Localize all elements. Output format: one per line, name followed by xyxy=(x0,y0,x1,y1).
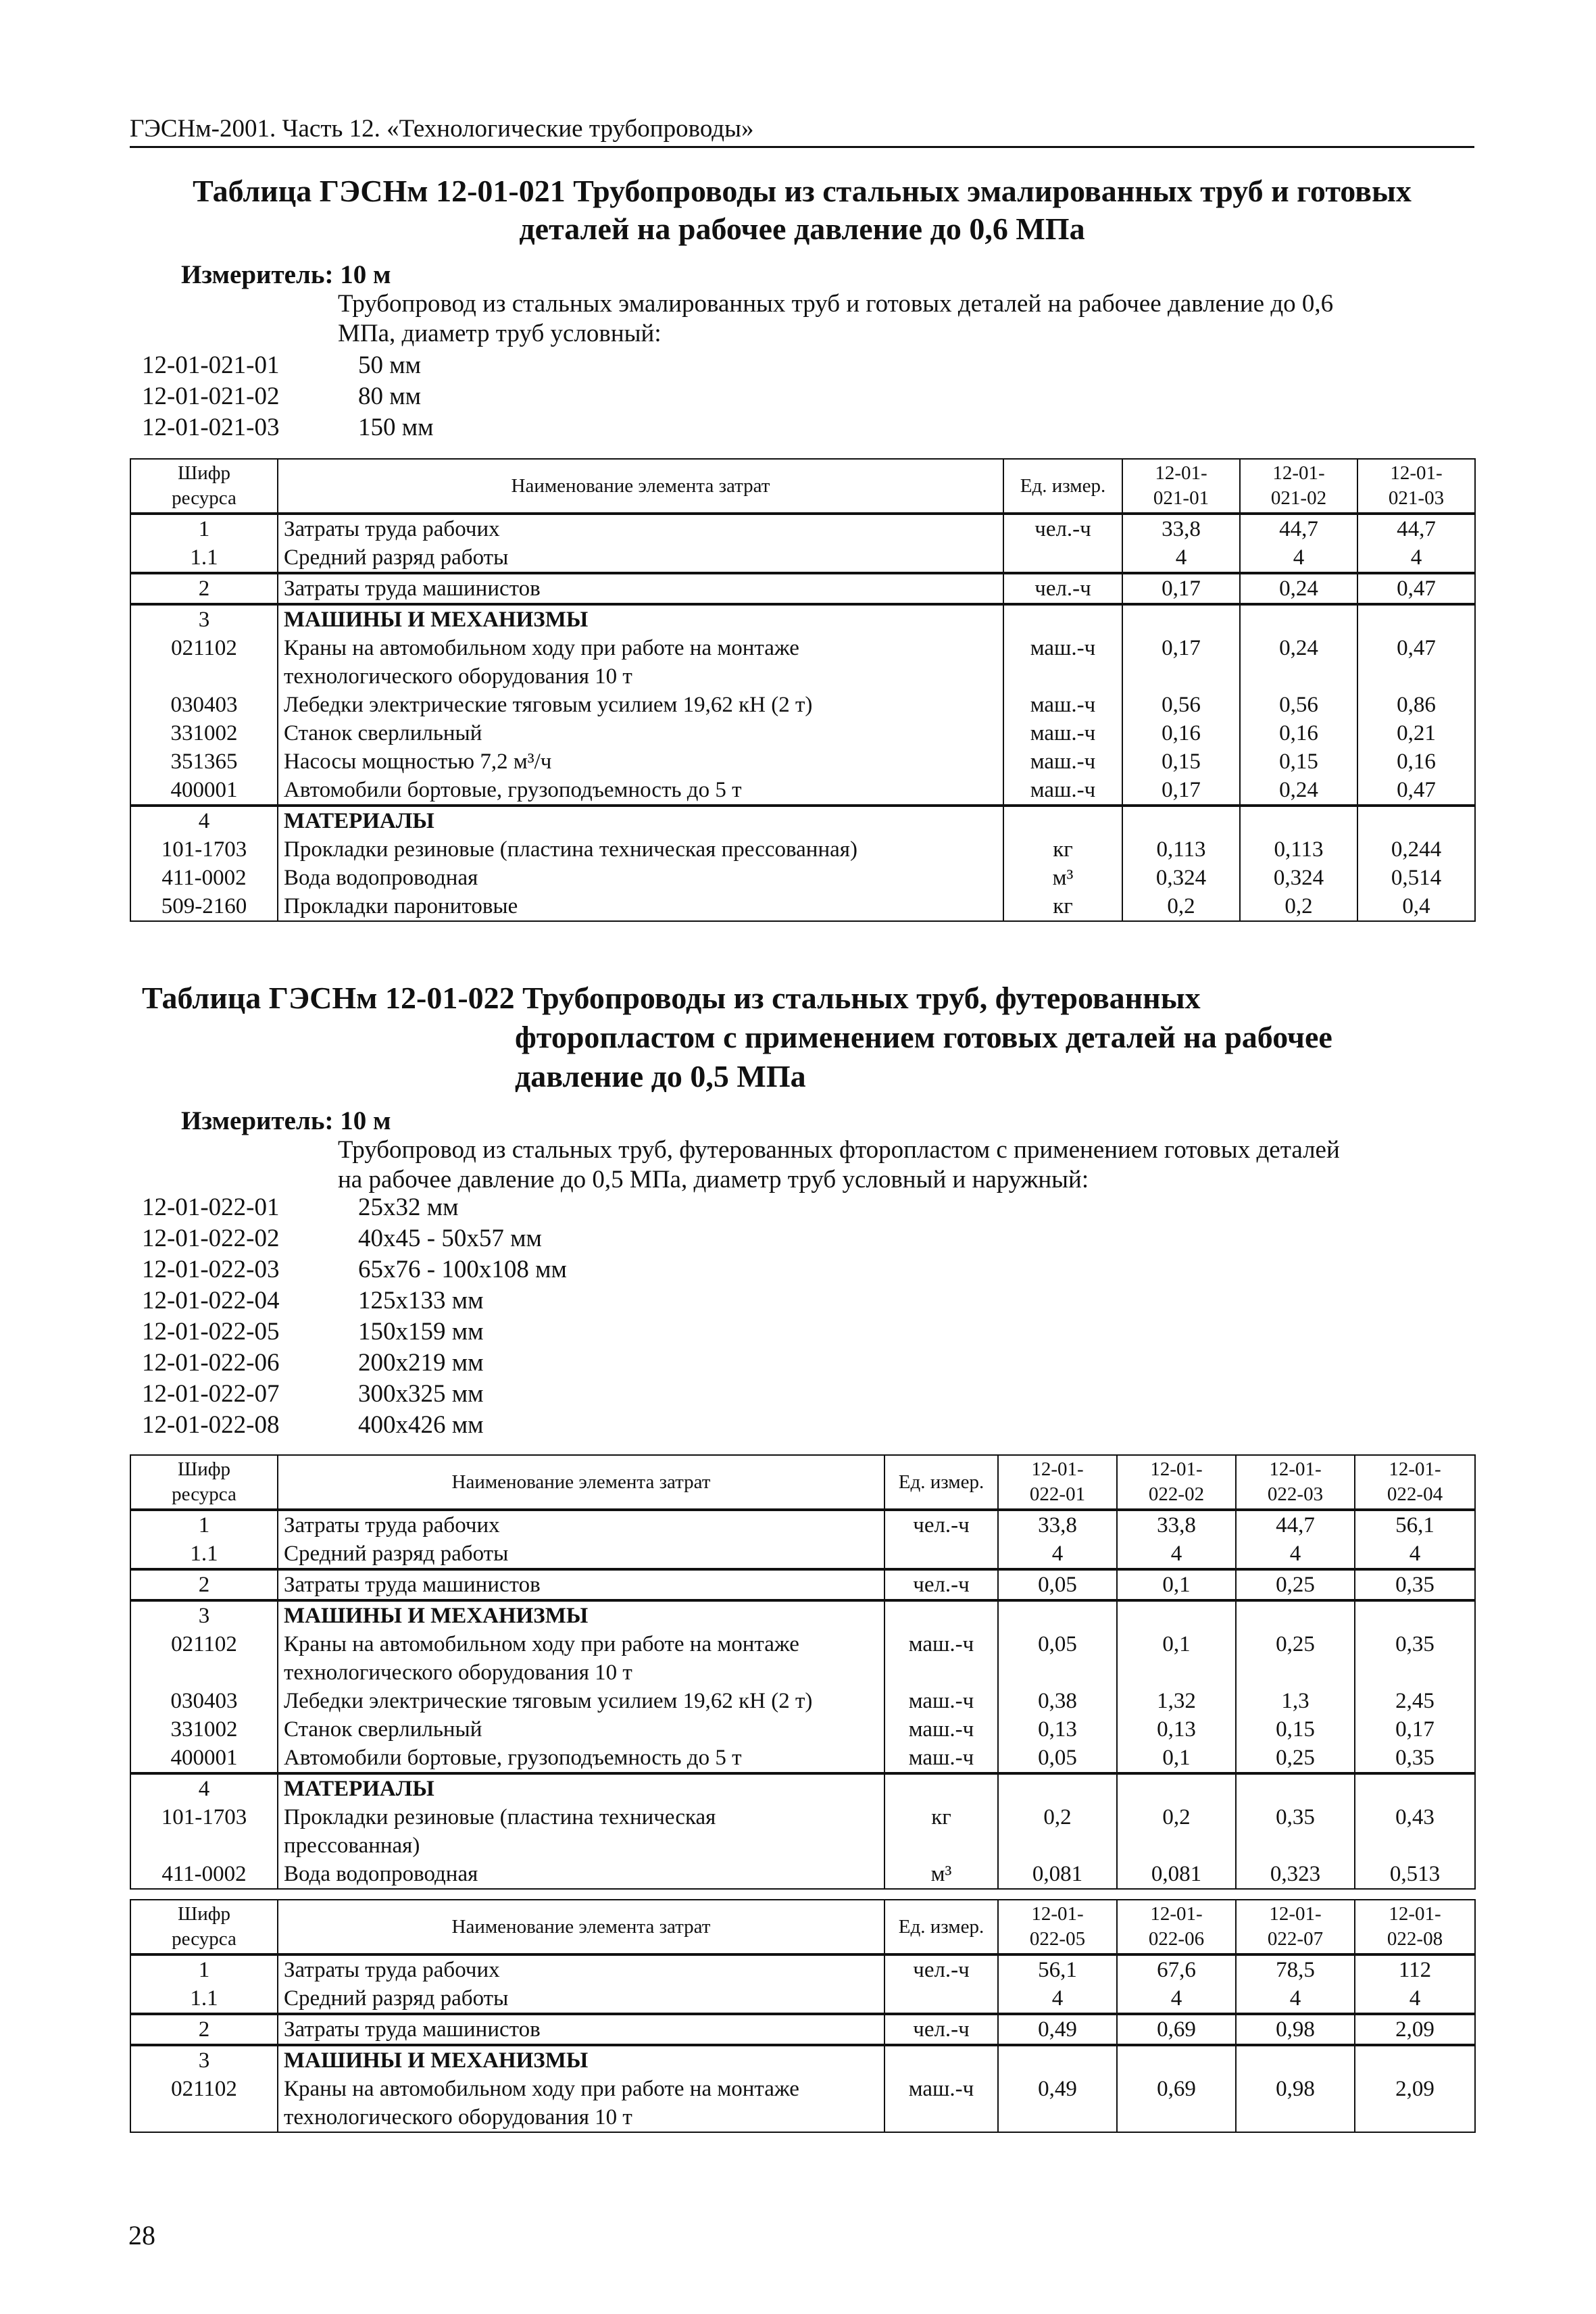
code: 12-01-022-03 xyxy=(142,1256,280,1283)
table-row: технологического оборудования 10 т xyxy=(130,2103,1475,2132)
section1-desc-line1: Трубопровод из стальных эмалированных труб и готовых деталей на рабочее давление до 0,6 xyxy=(338,290,1334,318)
code: 12-01-021-01 xyxy=(142,351,280,379)
code: 12-01-022-05 xyxy=(142,1318,280,1346)
code-list-item xyxy=(142,1254,567,1285)
header-norm-col: 12-01- 022-02 xyxy=(1117,1455,1236,1510)
table-row: 030403 Лебедки электрические тяговым усилием 19,62 кН (2 т) маш.-ч 0,56 0,56 0,86 xyxy=(130,691,1475,719)
section1-description xyxy=(338,289,1473,349)
code-value: 125х133 мм xyxy=(358,1287,484,1314)
table-header-row xyxy=(130,459,1475,514)
section1-desc-line2: МПа, диаметр труб условный: xyxy=(338,320,662,347)
header-norm-col: 12-01- 022-07 xyxy=(1236,1900,1355,1954)
section2-measure: Измеритель: 10 м xyxy=(181,1106,391,1135)
code-value: 200х219 мм xyxy=(358,1349,484,1377)
header-norm-col: 12-01- 022-08 xyxy=(1355,1900,1475,1954)
header-cost-element: Наименование элемента затрат xyxy=(278,1455,884,1510)
code-value: 400х426 мм xyxy=(358,1411,484,1439)
header-norm-col: 12-01- 022-04 xyxy=(1355,1455,1475,1510)
header-norm-col: 12-01- 022-03 xyxy=(1236,1455,1355,1510)
table-row: 331002 Станок сверлильный маш.-ч 0,13 0,13 0,15 0,17 xyxy=(130,1715,1475,1744)
section2-title-line2: фторопластом с применением готовых деталей на рабочее xyxy=(515,1020,1332,1054)
header-norm-col: 12-01- 021-02 xyxy=(1240,459,1357,514)
header-norm-col: 12-01- 021-03 xyxy=(1357,459,1475,514)
section1-code-list xyxy=(142,350,434,443)
section1-title-line1: Таблица ГЭСНм 12-01-021 Трубопроводы из стальных эмалированных труб и готовых xyxy=(193,174,1412,208)
table-row: 1.1 Средний разряд работы 4 4 4 4 xyxy=(130,1984,1475,2014)
section2-title-line1: Таблица ГЭСНм 12-01-022 Трубопроводы из стальных труб, футерованных xyxy=(142,981,1201,1015)
header-norm-col: 12-01- 022-01 xyxy=(998,1455,1117,1510)
table-row: 411-0002 Вода водопроводная м³ 0,324 0,324 0,514 xyxy=(130,864,1475,892)
header-resource-code: Шифр ресурса xyxy=(130,1455,278,1510)
table-row: 400001 Автомобили бортовые, грузоподъемность до 5 т маш.-ч 0,17 0,24 0,47 xyxy=(130,776,1475,806)
code-list-item xyxy=(142,1285,567,1316)
code-list-item xyxy=(142,1348,567,1379)
header-norm-col: 12-01- 022-06 xyxy=(1117,1900,1236,1954)
section2-desc-line1: Трубопровод из стальных труб, футерованных фторопластом с применением готовых деталей xyxy=(338,1136,1340,1164)
code: 12-01-021-03 xyxy=(142,414,280,441)
code-list-item xyxy=(142,350,434,381)
table-header-row xyxy=(130,1455,1475,1510)
code-value: 50 мм xyxy=(358,351,422,379)
table-row: 101-1703 Прокладки резиновые (пластина техническая прессованная) кг 0,113 0,113 0,244 xyxy=(130,835,1475,864)
table-row: 021102 Краны на автомобильном ходу при работе на монтаже маш.-ч 0,05 0,1 0,25 0,35 xyxy=(130,1630,1475,1658)
code: 12-01-022-08 xyxy=(142,1411,280,1439)
table-row: 1 Затраты труда рабочих чел.-ч 56,1 67,6 78,5 112 xyxy=(130,1954,1475,1984)
code-value: 150 мм xyxy=(358,414,434,441)
code: 12-01-022-02 xyxy=(142,1225,280,1252)
page-number: 28 xyxy=(128,2220,155,2250)
header-unit: Ед. измер. xyxy=(1003,459,1122,514)
header-unit: Ед. измер. xyxy=(884,1455,998,1510)
table-row: 3 МАШИНЫ И МЕХАНИЗМЫ xyxy=(130,2045,1475,2075)
table-row: 1 Затраты труда рабочих чел.-ч 33,8 33,8 44,7 56,1 xyxy=(130,1510,1475,1540)
code-value: 40х45 - 50х57 мм xyxy=(358,1225,542,1252)
header-resource-code: Шифр ресурса xyxy=(130,1900,278,1954)
table-row: 2 Затраты труда машинистов чел.-ч 0,49 0,69 0,98 2,09 xyxy=(130,2014,1475,2045)
header-unit: Ед. измер. xyxy=(884,1900,998,1954)
table-row: 4 МАТЕРИАЛЫ xyxy=(130,1773,1475,1803)
table-row: 331002 Станок сверлильный маш.-ч 0,16 0,16 0,21 xyxy=(130,719,1475,747)
table-row: 021102 Краны на автомобильном ходу при работе на монтаже маш.-ч 0,49 0,69 0,98 2,09 xyxy=(130,2075,1475,2103)
code-list-item xyxy=(142,381,434,412)
table-row: 3 МАШИНЫ И МЕХАНИЗМЫ xyxy=(130,604,1475,634)
table-row: 030403 Лебедки электрические тяговым усилием 19,62 кН (2 т) маш.-ч 0,38 1,32 1,3 2,45 xyxy=(130,1687,1475,1715)
section2-desc-line2: на рабочее давление до 0,5 МПа, диаметр труб условный и наружный: xyxy=(338,1166,1089,1193)
table-row: 021102 Краны на автомобильном ходу при работе на монтаже маш.-ч 0,17 0,24 0,47 xyxy=(130,634,1475,662)
norm-table-022-part1 xyxy=(130,1454,1476,1890)
header-resource-code: Шифр ресурса xyxy=(130,459,278,514)
code-list-item xyxy=(142,1379,567,1410)
table-row: 1.1 Средний разряд работы 4 4 4 xyxy=(130,543,1475,573)
section2-description xyxy=(338,1135,1473,1195)
table-row: 509-2160 Прокладки паронитовые кг 0,2 0,2 0,4 xyxy=(130,892,1475,921)
table-row: 101-1703 Прокладки резиновые (пластина техническая кг 0,2 0,2 0,35 0,43 xyxy=(130,1803,1475,1831)
table-row: 2 Затраты труда машинистов чел.-ч 0,05 0,1 0,25 0,35 xyxy=(130,1569,1475,1600)
table-row: 351365 Насосы мощностью 7,2 м³/ч маш.-ч 0,15 0,15 0,16 xyxy=(130,747,1475,776)
running-header: ГЭСНм-2001. Часть 12. «Технологические трубопроводы» xyxy=(130,114,1474,148)
code-list-item xyxy=(142,412,434,443)
norm-table-021 xyxy=(130,458,1476,922)
table-row: технологического оборудования 10 т xyxy=(130,662,1475,691)
table-row: 400001 Автомобили бортовые, грузоподъемность до 5 т маш.-ч 0,05 0,1 0,25 0,35 xyxy=(130,1744,1475,1773)
code-list-item xyxy=(142,1192,567,1223)
code-list-item xyxy=(142,1223,567,1254)
code: 12-01-022-01 xyxy=(142,1193,280,1221)
norm-table-022-part2 xyxy=(130,1899,1476,2133)
table-row: прессованная) xyxy=(130,1831,1475,1860)
section1-title-line2: деталей на рабочее давление до 0,6 МПа xyxy=(519,212,1085,246)
code-list-item xyxy=(142,1316,567,1348)
code: 12-01-022-07 xyxy=(142,1380,280,1408)
code-value: 300х325 мм xyxy=(358,1380,484,1408)
table-row: 2 Затраты труда машинистов чел.-ч 0,17 0,24 0,47 xyxy=(130,573,1475,604)
table-header-row xyxy=(130,1900,1475,1954)
header-norm-col: 12-01- 021-01 xyxy=(1122,459,1240,514)
section2-code-list xyxy=(142,1192,567,1441)
header-norm-col: 12-01- 022-05 xyxy=(998,1900,1117,1954)
code-list-item xyxy=(142,1410,567,1441)
section1-measure: Измеритель: 10 м xyxy=(181,260,391,289)
code-value: 25х32 мм xyxy=(358,1193,459,1221)
table-row: 1 Затраты труда рабочих чел.-ч 33,8 44,7 44,7 xyxy=(130,514,1475,543)
table-row: 1.1 Средний разряд работы 4 4 4 4 xyxy=(130,1540,1475,1569)
code-value: 150х159 мм xyxy=(358,1318,484,1346)
code-value: 65х76 - 100х108 мм xyxy=(358,1256,567,1283)
table-row: технологического оборудования 10 т xyxy=(130,1658,1475,1687)
header-cost-element: Наименование элемента затрат xyxy=(278,1900,884,1954)
code-value: 80 мм xyxy=(358,383,422,410)
table-row: 4 МАТЕРИАЛЫ xyxy=(130,806,1475,835)
code: 12-01-021-02 xyxy=(142,383,280,410)
section2-title-line3: давление до 0,5 МПа xyxy=(515,1059,806,1093)
header-cost-element: Наименование элемента затрат xyxy=(278,459,1003,514)
table-row: 411-0002 Вода водопроводная м³ 0,081 0,081 0,323 0,513 xyxy=(130,1860,1475,1889)
code: 12-01-022-06 xyxy=(142,1349,280,1377)
table-row: 3 МАШИНЫ И МЕХАНИЗМЫ xyxy=(130,1600,1475,1630)
code: 12-01-022-04 xyxy=(142,1287,280,1314)
